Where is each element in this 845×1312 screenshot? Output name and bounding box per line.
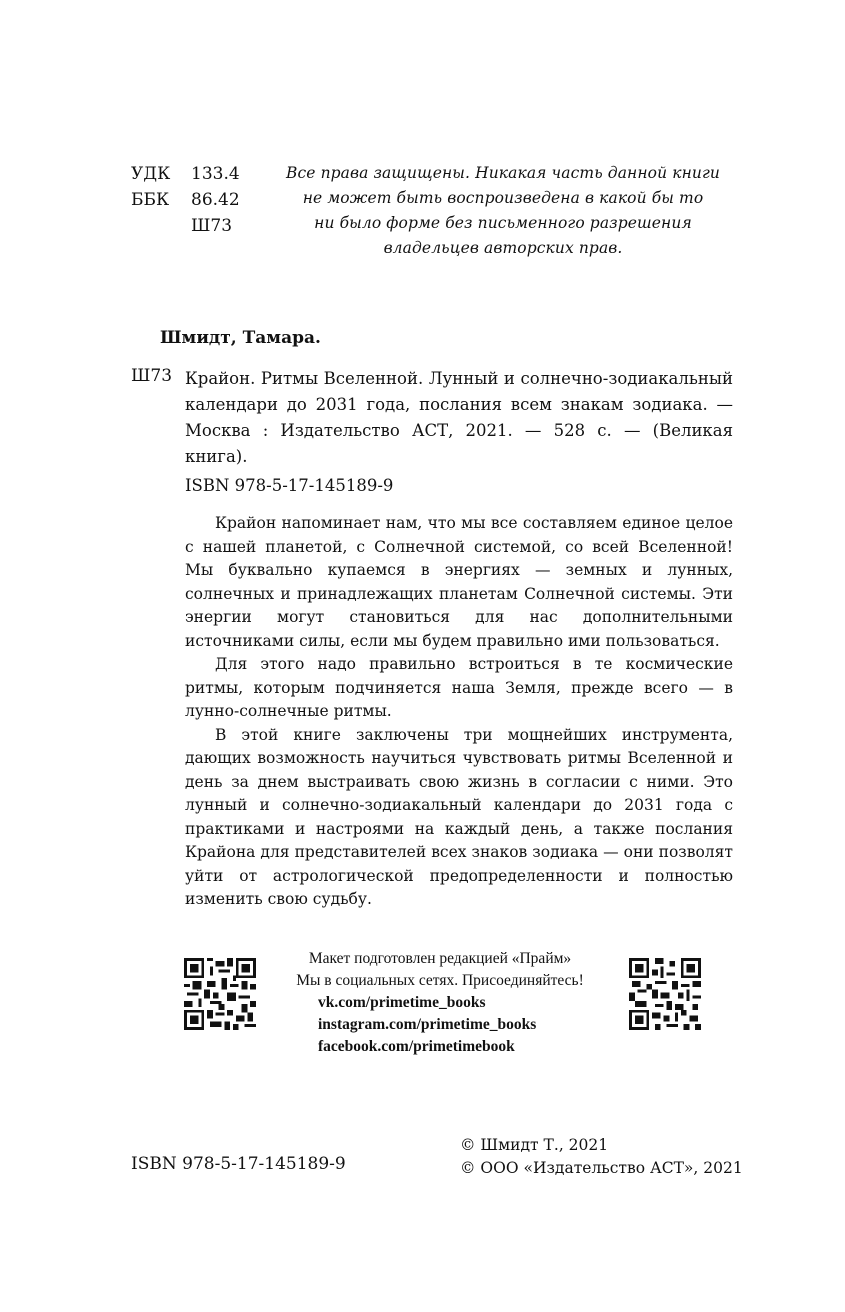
author-heading: Шмидт, Тамара. xyxy=(160,328,321,348)
udk-value: 133.4 xyxy=(191,164,240,184)
rights-line: Все права защищены. Никакая часть данной книги xyxy=(286,164,720,182)
qr-code-left xyxy=(184,958,256,1030)
rights-line: не может быть воспроизведена в какой бы то xyxy=(302,189,704,207)
publisher-imprint xyxy=(270,948,610,1058)
copyright-block xyxy=(460,1134,743,1180)
social-call: Мы в социальных сетях. Присоединяйтесь! xyxy=(296,972,584,989)
copyright-line: © Шмидт Т., 2021 xyxy=(460,1136,609,1154)
entry-mark: Ш73 xyxy=(131,366,173,386)
udk-label: УДК xyxy=(131,164,171,184)
bibliographic-description: Крайон. Ритмы Вселенной. Лунный и солнечно-зодиакальный календари до 2031 года, послания всем знакам зодиака. — Москва : Издательство АСТ, 2021. — 528 с. — (Великая книга). xyxy=(185,369,733,466)
annotation xyxy=(185,512,733,912)
copyright-line: © ООО «Издательство АСТ», 2021 xyxy=(460,1159,743,1177)
rights-notice xyxy=(262,161,744,261)
rights-line: владельцев авторских прав. xyxy=(383,239,623,257)
link-vk[interactable]: vk.com/primetime_books xyxy=(318,994,486,1011)
annotation-paragraph: В этой книге заключены три мощнейших инструмента, дающих возможность научиться чувствовать ритмы Вселенной и день за днем выстраивать свою жизнь в согласии с ними. Это лунный и солнечно-зодиакальный календари до 2031 года с практиками и настроями на каждый день, а также послания Крайона для представителей всех знаков зодиака — они позволят уйти от астрологической предопределенности и полностью изменить свою судьбу. xyxy=(185,725,733,908)
rights-line: ни было форме без письменного разрешения xyxy=(314,214,692,232)
annotation-paragraph: Для этого надо правильно встроиться в те космические ритмы, которым подчиняется наша Земля, прежде всего — в лунно-солнечные ритмы. xyxy=(185,655,733,720)
isbn-bottom: ISBN 978-5-17-145189-9 xyxy=(131,1154,346,1174)
classification-block xyxy=(131,161,240,239)
link-instagram[interactable]: instagram.com/primetime_books xyxy=(318,1016,537,1033)
link-facebook[interactable]: facebook.com/primetimebook xyxy=(318,1038,515,1055)
bbk-value: 86.42 xyxy=(191,190,240,210)
qr-code-right xyxy=(629,958,701,1030)
isbn-entry: ISBN 978-5-17-145189-9 xyxy=(185,476,394,495)
bbk-label: ББК xyxy=(131,190,170,210)
annotation-paragraph: Крайон напоминает нам, что мы все составляем единое целое с нашей планетой, с Солнечной системой, со всей Вселенной! Мы буквально купаемся в энергиях — земных и лунных, солнечных и принадлежащих планетам Солнечной системы. Эти энергии могут становиться для нас дополнительными источниками силы, если мы будем правильно ими пользоваться. xyxy=(185,514,733,650)
prepared-by: Макет подготовлен редакцией «Прайм» xyxy=(308,950,572,967)
author-mark: Ш73 xyxy=(191,216,233,236)
